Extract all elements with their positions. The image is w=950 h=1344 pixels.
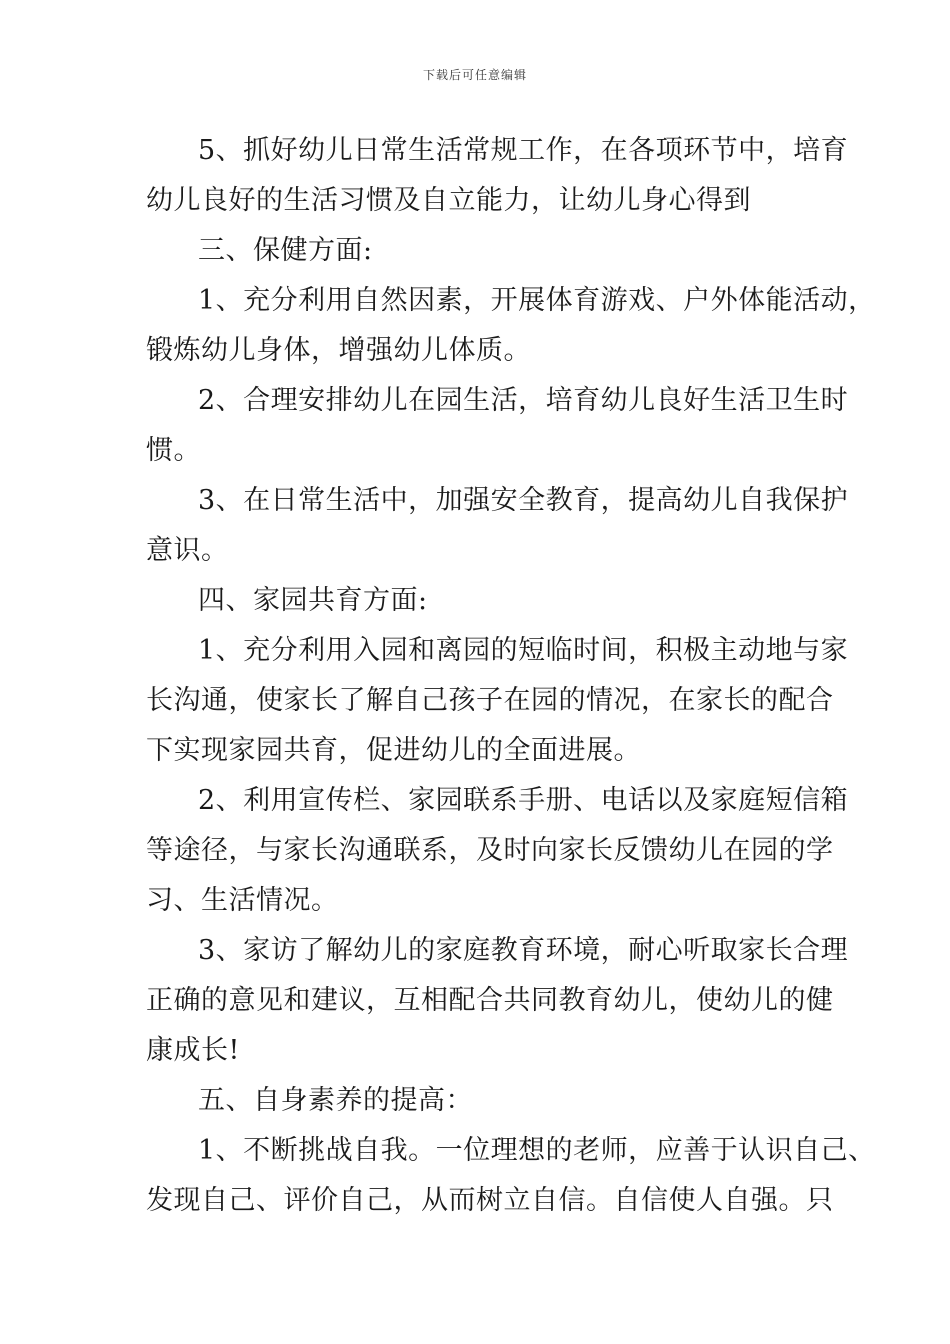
paragraph-line: 1、充分利用自然因素，开展体育游戏、户外体能活动，: [198, 285, 876, 316]
section-heading: 四、家园共育方面:: [198, 585, 428, 616]
paragraph-line: 等途径，与家长沟通联系，及时向家长反馈幼儿在园的学: [146, 835, 834, 866]
section-heading: 五、自身素养的提高：: [198, 1085, 473, 1116]
paragraph-line: 正确的意见和建议，互相配合共同教育幼儿，使幼儿的健: [146, 985, 834, 1016]
paragraph-line: 3、家访了解幼儿的家庭教育环境，耐心听取家长合理: [198, 935, 849, 966]
paragraph-line: 3、在日常生活中，加强安全教育，提高幼儿自我保护: [198, 485, 849, 516]
section-heading: 三、保健方面:: [198, 235, 373, 266]
paragraph-line: 幼儿良好的生活习惯及自立能力，让幼儿身心得到: [146, 185, 751, 216]
paragraph-line: 长沟通，使家长了解自己孩子在园的情况，在家长的配合: [146, 685, 834, 716]
page-header-note: 下载后可任意编辑: [422, 68, 527, 82]
paragraph-line: 习、生活情况。: [146, 885, 339, 916]
paragraph-line: 下实现家园共育，促进幼儿的全面进展。: [146, 735, 641, 766]
paragraph-line: 意识。: [146, 535, 229, 566]
paragraph-line: 1、不断挑战自我。一位理想的老师，应善于认识自己、: [198, 1135, 876, 1166]
paragraph-line: 惯。: [146, 435, 201, 466]
paragraph-line: 发现自己、评价自己，从而树立自信。自信使人自强。只: [146, 1185, 834, 1216]
paragraph-line: 5、抓好幼儿日常生活常规工作，在各项环节中，培育: [198, 135, 849, 166]
paragraph-line: 2、利用宣传栏、家园联系手册、电话以及家庭短信箱: [198, 785, 849, 816]
paragraph-line: 康成长!: [146, 1035, 240, 1066]
paragraph-line: 1、充分利用入园和离园的短临时间，积极主动地与家: [198, 635, 849, 666]
paragraph-line: 2、合理安排幼儿在园生活，培育幼儿良好生活卫生时: [198, 385, 849, 416]
document-body: [146, 126, 876, 1226]
paragraph-line: 锻炼幼儿身体，增强幼儿体质。: [146, 335, 531, 366]
